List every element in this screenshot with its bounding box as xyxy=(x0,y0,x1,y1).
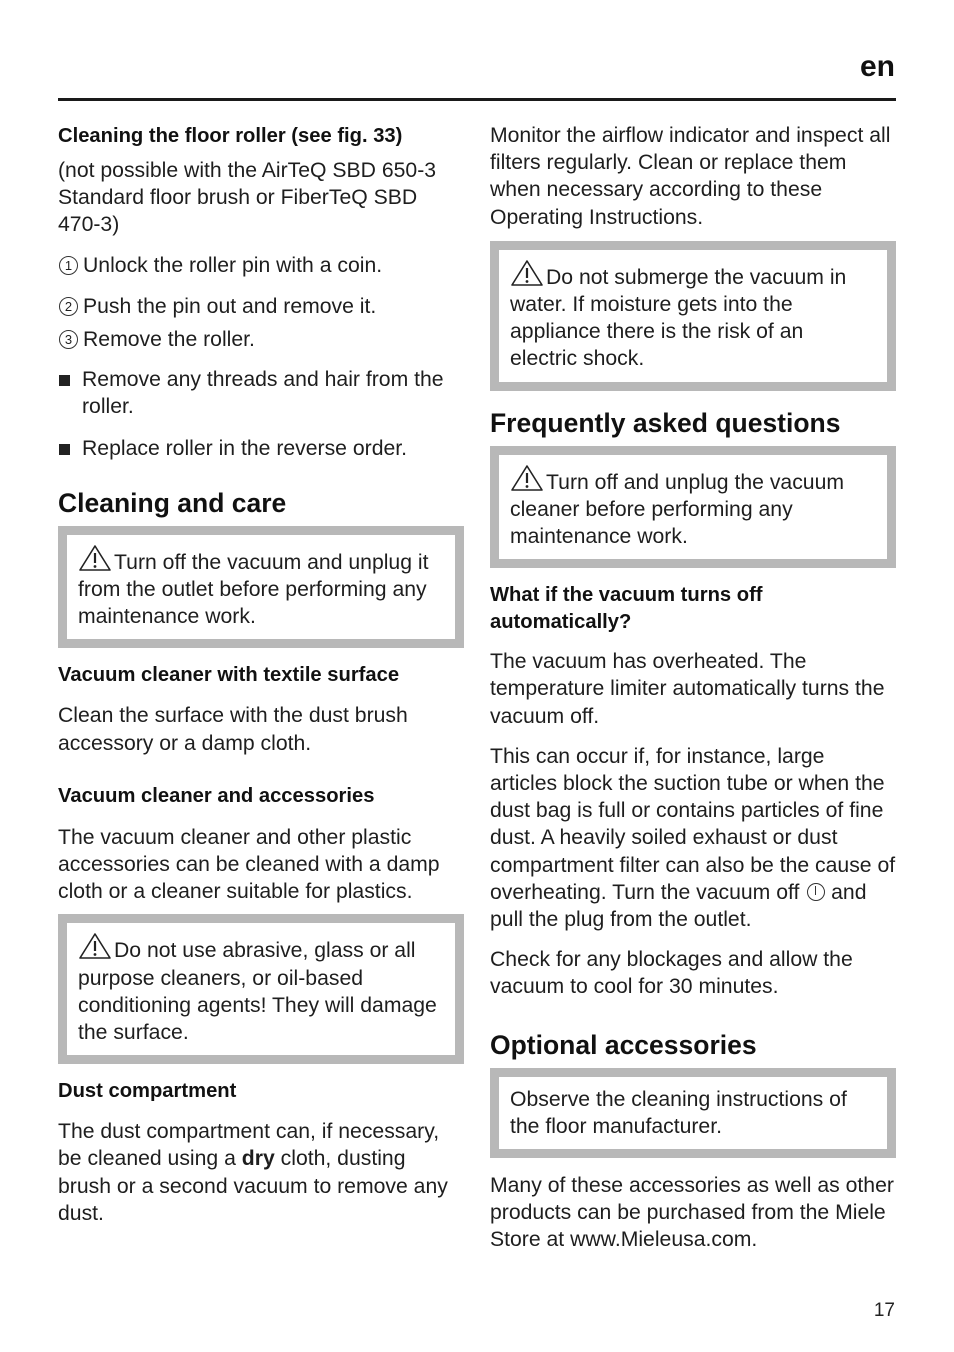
step-3 xyxy=(58,326,464,353)
turns-off-heading: What if the vacuum turns off automatically? xyxy=(490,584,763,634)
right-column xyxy=(490,122,896,1254)
textile-heading: Vacuum cleaner with textile surface xyxy=(58,664,400,687)
submerge-warning-text: Do not submerge the vacuum in water. If moisture gets into the appliance there is the risk of an electric shock. xyxy=(510,265,847,371)
optional-note-text: Observe the cleaning instructions of the floor manufacturer. xyxy=(510,1087,847,1138)
store-text: Many of these accessories as well as other products can be purchased from the Miele Store at www.Mieleusa.com. xyxy=(490,1174,894,1252)
overheating-cause-text xyxy=(490,743,896,933)
submerge-warning-box xyxy=(490,241,896,391)
optional-note-box xyxy=(490,1068,896,1158)
step-text: Push the pin out and remove it. xyxy=(83,294,377,318)
warning-triangle-icon xyxy=(510,259,544,287)
faq-warning-text: Turn off and unplug the vacuum cleaner before performing any maintenance work. xyxy=(510,470,845,549)
square-bullet-icon xyxy=(59,444,70,455)
step-number-icon: 3 xyxy=(59,330,78,349)
abrasive-warning-box xyxy=(58,914,464,1064)
faq-warning-box xyxy=(490,446,896,569)
faq-heading: Frequently asked questions xyxy=(490,407,841,438)
bullet-text: Remove any threads and hair from the roller. xyxy=(82,368,444,419)
accessories-heading: Vacuum cleaner and accessories xyxy=(58,784,375,807)
step-number-icon: 2 xyxy=(59,297,78,316)
floor-roller-heading: Cleaning the floor roller (see fig. 33) xyxy=(58,125,403,147)
abrasive-warning-text: Do not use abrasive, glass or all purpose cleaners, or oil-based conditioning agents! They will damage the surface. xyxy=(78,939,437,1045)
step-text: Unlock the roller pin with a coin. xyxy=(83,253,383,277)
left-column xyxy=(58,122,464,1227)
bullet-text: Replace roller in the reverse order. xyxy=(82,436,408,460)
dust-text-part: cloth, dusting brush or a second vacuum to remove any dust. xyxy=(58,1147,448,1225)
step-number-icon: 1 xyxy=(59,256,78,275)
overheating-text-part: and pull the plug from the outlet. xyxy=(490,880,867,932)
page-number: 17 xyxy=(873,1300,895,1321)
header-rule xyxy=(58,98,896,101)
cleaning-warning-text: Turn off the vacuum and unplug it from the outlet before performing any maintenance work. xyxy=(78,550,429,629)
language-label: en xyxy=(859,50,895,83)
dust-text-emphasis: dry xyxy=(241,1147,275,1171)
warning-triangle-icon xyxy=(78,544,112,572)
floor-roller-note: (not possible with the AirTeQ SBD 650-3 Standard floor brush or FiberTeQ SBD 470-3) xyxy=(58,159,437,237)
overheated-text: The vacuum has overheated. The temperature limiter automatically turns the vacuum off. xyxy=(490,650,885,728)
warning-triangle-icon xyxy=(510,464,544,492)
overheating-text-part: This can occur if, for instance, large articles block the suction tube or when the dust bag is full or contains particles of fine dust. A heavily soiled exhaust or dust compartment filter can also be the cause of overheating. Turn the vacuum off xyxy=(490,744,896,904)
warning-triangle-icon xyxy=(78,932,112,960)
bullet-item xyxy=(58,435,464,462)
optional-accessories-heading: Optional accessories xyxy=(490,1029,757,1060)
dust-compartment-text xyxy=(58,1118,464,1227)
square-bullet-icon xyxy=(59,375,70,386)
accessories-text: The vacuum cleaner and other plastic accessories can be cleaned with a damp cloth or a cleaner suitable for plastics. xyxy=(58,825,440,904)
dust-compartment-heading: Dust compartment xyxy=(58,1080,237,1103)
cleaning-warning-box xyxy=(58,526,464,649)
step-2 xyxy=(58,293,464,320)
airflow-text: Monitor the airflow indicator and inspect all filters regularly. Clean or replace them when necessary according to these Operating Instructions. xyxy=(490,124,891,229)
power-off-icon xyxy=(807,883,825,901)
textile-text: Clean the surface with the dust brush accessory or a damp cloth. xyxy=(58,704,408,755)
blockages-text: Check for any blockages and allow the vacuum to cool for 30 minutes. xyxy=(490,948,853,999)
step-1 xyxy=(58,252,464,279)
bullet-item xyxy=(58,366,464,420)
step-text: Remove the roller. xyxy=(83,328,255,352)
cleaning-care-heading: Cleaning and care xyxy=(58,487,287,518)
dust-text-part: The dust compartment can, if necessary, be cleaned using a xyxy=(58,1120,440,1171)
